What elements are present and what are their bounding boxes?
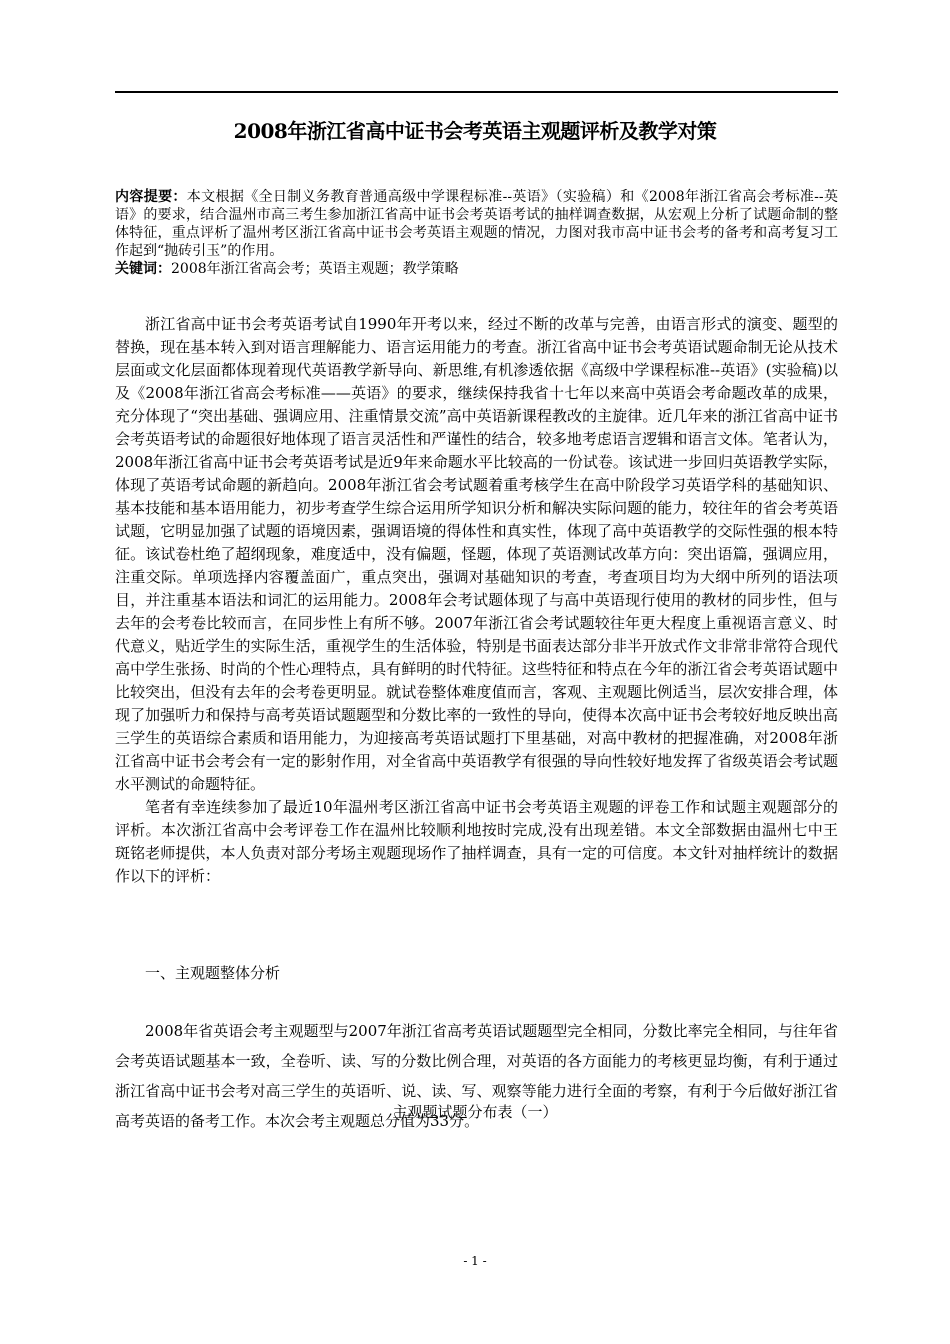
body-paragraph-1: 浙江省高中证书会考英语考试自1990年开考以来，经过不断的改革与完善，由语言形式的演变、题型的替换，现在基本转入到对语言理解能力、语言运用能力的考查。浙江省高中证书会考英语试题命制无论从技术层面或文化层面都体现着现代英语教学新导向、新思维,有机渗透依据《高级中学课程标准--英语》(实验稿)以及《2008年浙江省高会考标准——英语》的要求，继续保持我省十七年以来高中英语会考命题改革的成果，充分体现了“突出基础、强调应用、注重情景交流”高中英语新课程教改的主旋律。近几年来的浙江省高中证书会考英语考试的命题很好地体现了语言灵活性和严谨性的结合，较多地考虑语言逻辑和语言文体。笔者认为，2008年浙江省高中证书会考英语考试是近9年来命题水平比较高的一份试卷。该试进一步回归英语教学实际，体现了英语考试命题的新趋向。2008年浙江省会考试题着重考核学生在高中阶段学习英语学科的基础知识、基本技能和基本语用能力，初步考查学生综合运用所学知识分析和解决实际问题的能力，较往年的省会考英语试题，它明显加强了试题的语境因素，强调语境的得体性和真实性，体现了高中英语教学的交际性强的根本特征。该试卷杜绝了超纲现象，难度适中，没有偏题，怪题，体现了英语测试改革方向：突出语篇，强调应用，注重交际。单项选择内容覆盖面广，重点突出，强调对基础知识的考查，考查项目均为大纲中所列的语法项目，并注重基本语法和词汇的运用能力。2008年会考试题体现了与高中英语现行使用的教材的同步性，但与去年的会考卷比较而言，在同步性上有所不够。2007年浙江省会考试题较往年更大程度上重视语言意义、时代意义，贴近学生的实际生活，重视学生的生活体验，特别是书面表达部分非半开放式作文非常非常符合现代高中学生张扬、时尚的个性心理特点，具有鲜明的时代特征。这些特征和特点在今年的浙江省会考英语试题中比较突出，但没有去年的会考卷更明显。就试卷整体难度值而言，客观、主观题比例适当，层次安排合理，体现了加强听力和保持与高考英语试题题型和分数比率的一致性的导向，使得本次高中证书会考较好地反映出高三学生的英语综合素质和语用能力，为迎接高考英语试题打下里基础，对高中教材的把握准确，对2008年浙江省高中证书会考会有一定的影射作用，对全省高中英语教学有很强的导向性较好地发挥了省级英语会考试题水平测试的命题特征。 — [115, 315, 838, 793]
section-heading: 一、主观题整体分析 — [145, 964, 281, 982]
abstract-label: 内容提要： — [115, 189, 187, 205]
abstract-text: 本文根据《全日制义务教育普通高级中学课程标准--英语》（实验稿）和《2008年浙江省高会考标准--英语》的要求，结合温州市高三考生参加浙江省高中证书会考英语考试的抽样调查数据，从宏观上分析了试题命制的整体特征，重点评析了温州考区浙江省高中证书会考英语主观题的情况，力图对我市高中证书会考的备考和高考复习工作起到“抛砖引玉”的作用。 — [115, 189, 838, 259]
header-rule — [115, 91, 838, 93]
keywords-paragraph — [115, 260, 838, 278]
abstract-block — [115, 188, 838, 278]
section-heading-block — [115, 962, 838, 985]
page-number: - 1 - — [463, 1254, 487, 1268]
table-caption: 主观题试题分布表（一） — [392, 1103, 558, 1121]
document-title: 2008年浙江省高中证书会考英语主观题评析及教学对策 — [233, 119, 717, 143]
abstract-paragraph — [115, 188, 838, 260]
body-paragraph-2: 笔者有幸连续参加了最近10年温州考区浙江省高中证书会考英语主观题的评卷工作和试题主观题部分的评析。本次浙江省高中会考评卷工作在温州比较顺利地按时完成,没有出现差错。本文全部数据由温州七中王斑铭老师提供，本人负责对部分考场主观题现场作了抽样调查，具有一定的可信度。本文针对抽样统计的数据作以下的评析： — [115, 798, 838, 885]
body-paragraph-3: 2008年省英语会考主观题型与2007年浙江省高考英语试题题型完全相同，分数比率完全相同，与往年省会考英语试题基本一致，全卷听、读、写的分数比例合理，对英语的各方面能力的考核更显均衡，有利于通过浙江省高中证书会考对高三学生的英语听、说、读、写、观察等能力进行全面的考察，有利于今后做好浙江省高考英语的备考工作。本次会考主观题总分值为33分。 — [115, 1022, 838, 1130]
body-text — [115, 313, 838, 888]
keywords-text: 2008年浙江省高会考；英语主观题；教学策略 — [171, 261, 459, 277]
keywords-label: 关键词： — [115, 261, 171, 277]
